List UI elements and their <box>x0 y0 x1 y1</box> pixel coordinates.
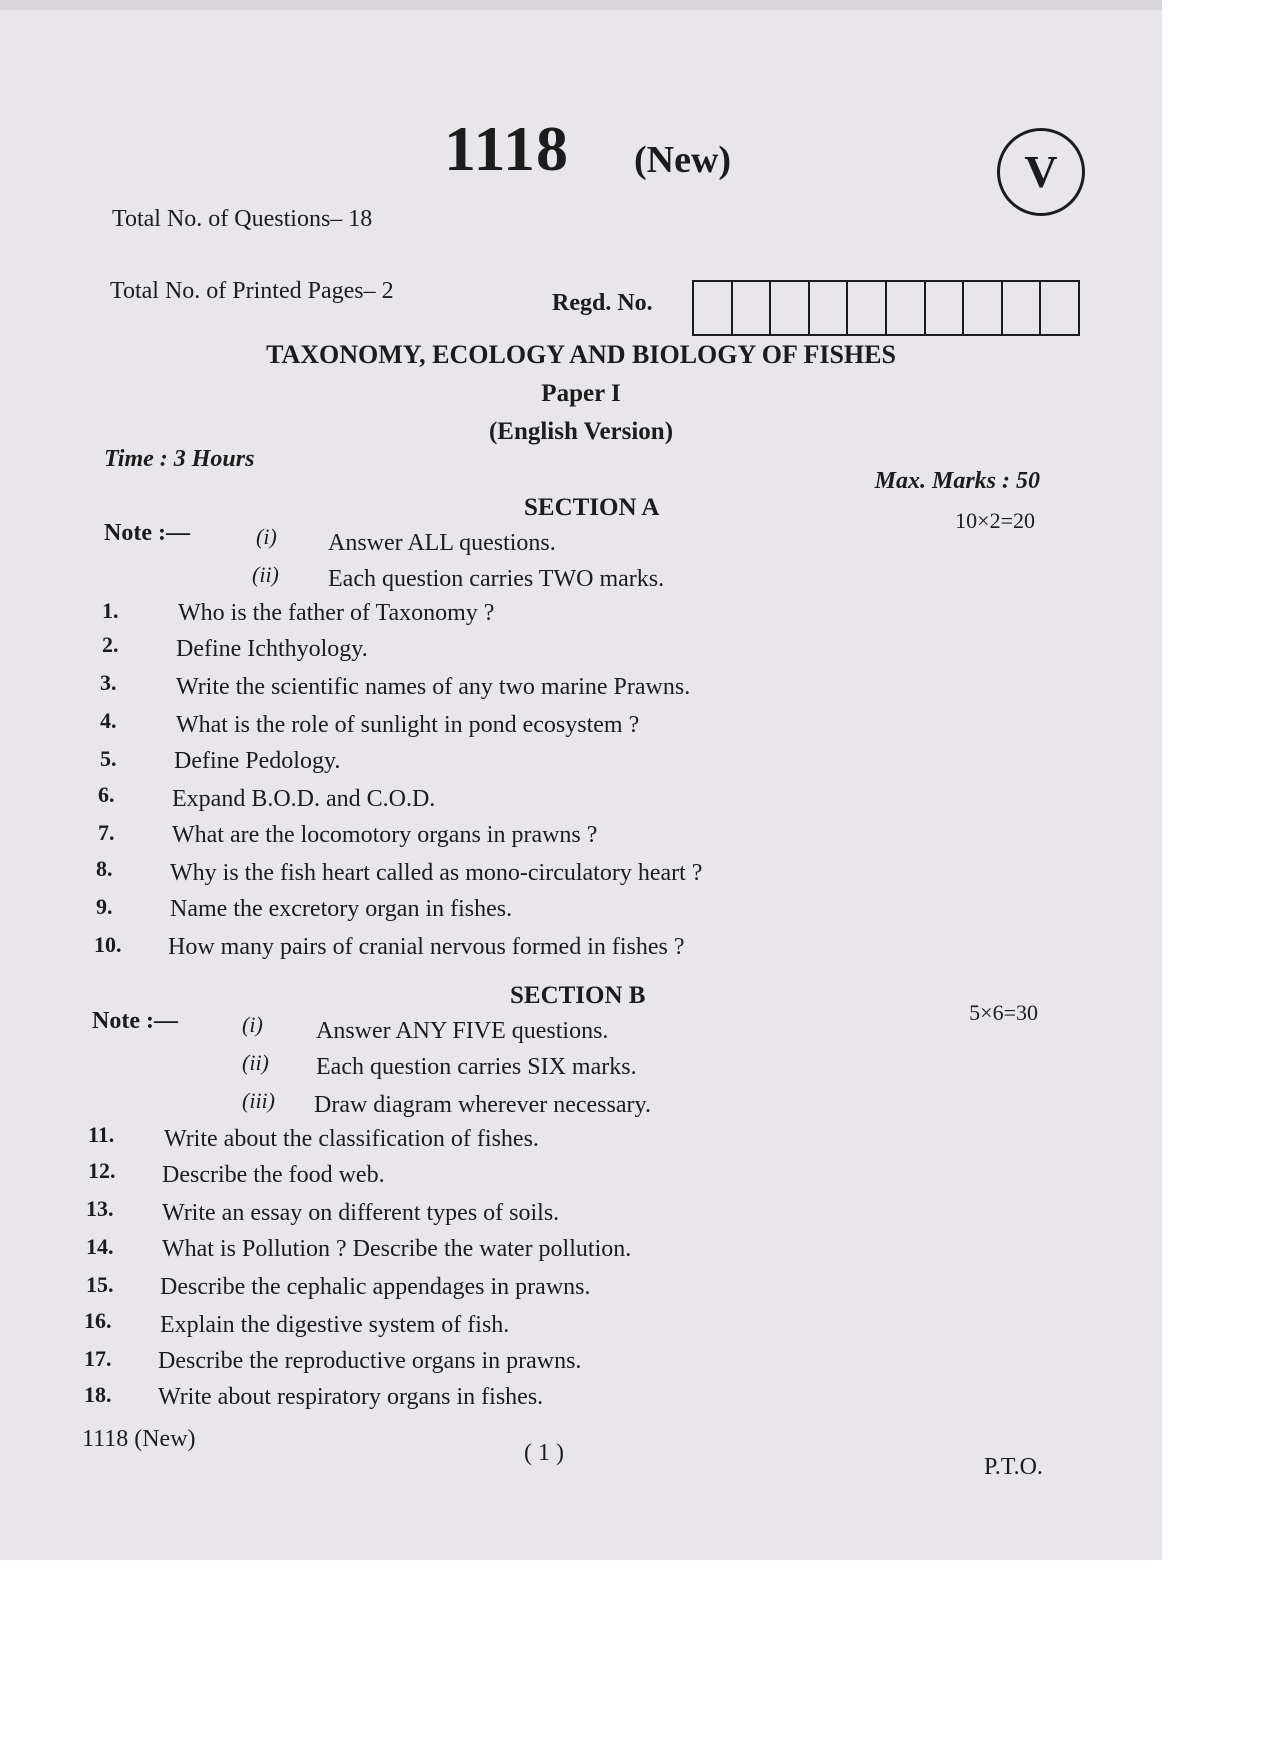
regd-label: Regd. No. <box>552 290 653 316</box>
question-text: What is the role of sunlight in pond ecosystem ? <box>176 712 640 738</box>
section-a-heading: SECTION A <box>524 494 660 521</box>
paper-title: Paper I <box>541 380 621 407</box>
regd-box <box>1003 282 1042 334</box>
note-text: Answer ANY FIVE questions. <box>316 1018 609 1044</box>
regd-box <box>771 282 810 334</box>
regd-box <box>694 282 733 334</box>
question-text: Explain the digestive system of fish. <box>160 1312 510 1338</box>
note-text: Each question carries TWO marks. <box>328 566 665 592</box>
subject-title: TAXONOMY, ECOLOGY AND BIOLOGY OF FISHES <box>266 340 896 369</box>
question-text: Expand B.O.D. and C.O.D. <box>172 786 436 812</box>
question-text: Describe the cephalic appendages in prawns. <box>160 1274 591 1300</box>
question-number: 4. <box>100 708 117 733</box>
question-number: 7. <box>98 820 115 845</box>
page-number: ( 1 ) <box>524 1440 564 1466</box>
section-b-heading: SECTION B <box>510 982 646 1009</box>
section-a-marks: 10×2=20 <box>955 508 1035 533</box>
question-number: 17. <box>84 1346 112 1371</box>
note-number: (i) <box>256 524 277 549</box>
question-text: Write the scientific names of any two marine Prawns. <box>176 674 691 700</box>
question-number: 3. <box>100 670 117 695</box>
question-number: 14. <box>86 1234 114 1259</box>
question-text: How many pairs of cranial nervous formed in fishes ? <box>168 934 685 960</box>
question-number: 6. <box>98 782 115 807</box>
question-number: 13. <box>86 1196 114 1221</box>
time-allowed: Time : 3 Hours <box>104 446 255 472</box>
note-number: (ii) <box>242 1050 269 1075</box>
note-number: (iii) <box>242 1088 275 1113</box>
question-number: 11. <box>88 1122 115 1147</box>
question-number: 2. <box>102 632 119 657</box>
question-number: 9. <box>96 894 113 919</box>
question-number: 10. <box>94 932 122 957</box>
question-text: What are the locomotory organs in prawns ? <box>172 822 598 848</box>
note-number: (i) <box>242 1012 263 1037</box>
regd-box <box>1041 282 1078 334</box>
question-number: 16. <box>84 1308 112 1333</box>
regd-box <box>733 282 772 334</box>
regd-box <box>810 282 849 334</box>
question-text: Define Pedology. <box>174 748 341 774</box>
question-text: Describe the food web. <box>162 1162 385 1188</box>
sheet-top-edge <box>0 0 1162 10</box>
question-text: Why is the fish heart called as mono-circulatory heart ? <box>170 860 703 886</box>
pto-label: P.T.O. <box>984 1454 1043 1480</box>
regd-box <box>926 282 965 334</box>
question-number: 15. <box>86 1272 114 1297</box>
section-a-note-label: Note :— <box>104 520 190 546</box>
max-marks: Max. Marks : 50 <box>874 468 1040 494</box>
question-text: What is Pollution ? Describe the water pollution. <box>162 1236 632 1262</box>
question-text: Describe the reproductive organs in prawns. <box>158 1348 582 1374</box>
regd-box <box>887 282 926 334</box>
question-number: 8. <box>96 856 113 881</box>
regd-number-boxes <box>692 280 1080 336</box>
regd-box <box>848 282 887 334</box>
regd-box <box>964 282 1003 334</box>
question-number: 12. <box>88 1158 116 1183</box>
note-text: Draw diagram wherever necessary. <box>314 1092 651 1118</box>
question-text: Write about respiratory organs in fishes. <box>158 1384 544 1410</box>
question-text: Write about the classification of fishes. <box>164 1126 539 1152</box>
paper-code: 1118 <box>444 113 569 184</box>
note-number: (ii) <box>252 562 279 587</box>
question-text: Define Ichthyology. <box>176 636 368 662</box>
question-text: Write an essay on different types of soils. <box>162 1200 560 1226</box>
section-b-note-label: Note :— <box>92 1008 178 1034</box>
total-pages: Total No. of Printed Pages– 2 <box>110 278 394 304</box>
footer-code: 1118 (New) <box>82 1426 196 1452</box>
question-text: Who is the father of Taxonomy ? <box>178 600 495 626</box>
question-number: 5. <box>100 746 117 771</box>
version-title: (English Version) <box>488 418 674 445</box>
question-number: 18. <box>84 1382 112 1407</box>
paper-code-tag: (New) <box>634 139 732 181</box>
total-questions: Total No. of Questions– 18 <box>112 206 373 232</box>
note-text: Each question carries SIX marks. <box>316 1054 637 1080</box>
version-badge: V <box>997 128 1085 216</box>
question-text: Name the excretory organ in fishes. <box>170 896 513 922</box>
section-b-marks: 5×6=30 <box>969 1000 1038 1025</box>
question-number: 1. <box>102 598 119 623</box>
note-text: Answer ALL questions. <box>328 530 556 556</box>
